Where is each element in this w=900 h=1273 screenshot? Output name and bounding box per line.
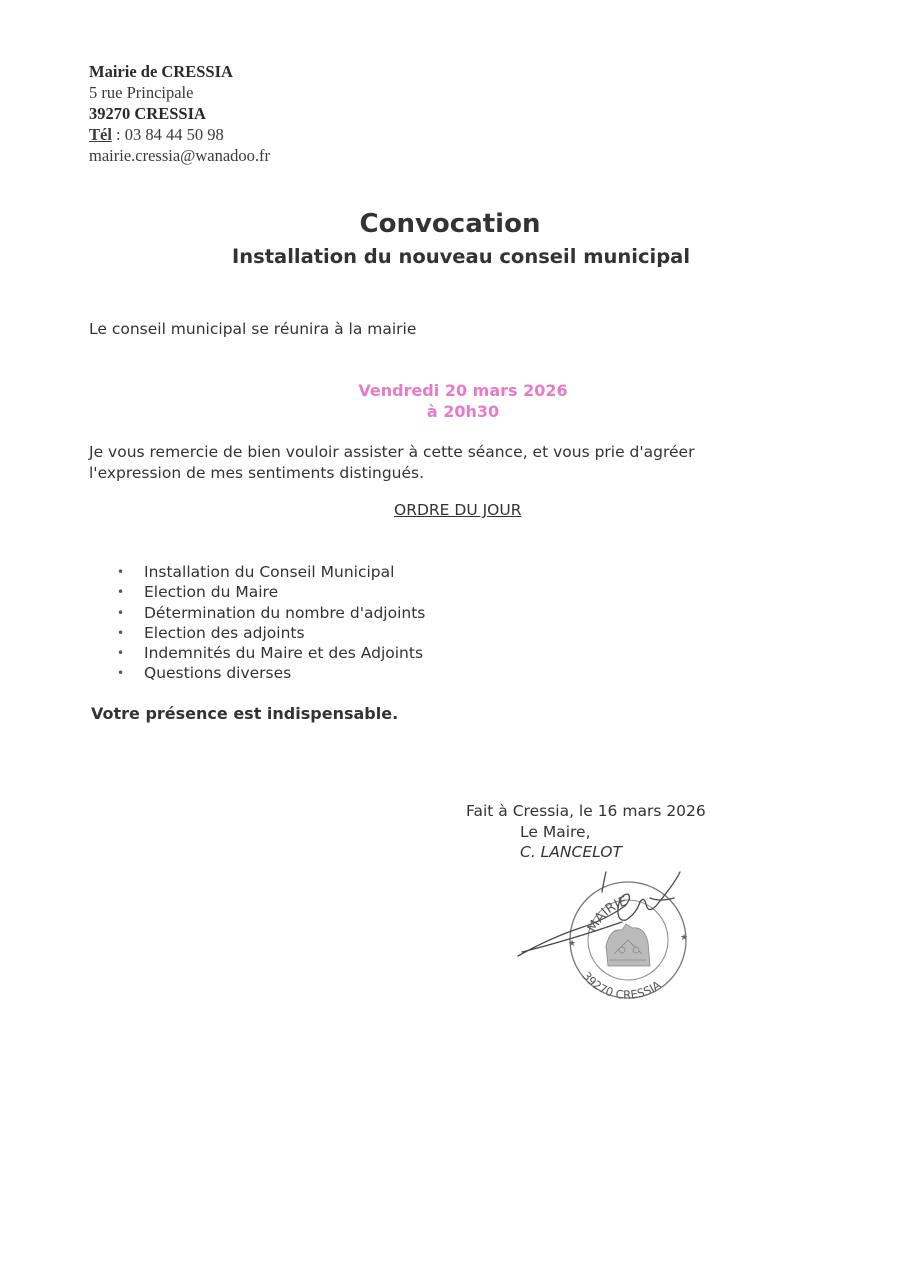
page-subtitle: Installation du nouveau conseil municipal	[231, 245, 691, 268]
thanks-text: Je vous remercie de bien vouloir assister à cette séance, et vous prie d'agréer l'expression de mes sentiments distingués.	[89, 443, 695, 482]
phone-separator: :	[111, 125, 125, 144]
meeting-time: à 20h30	[426, 402, 500, 421]
stamp-text-bottom: 39270 CRESSIA	[579, 968, 664, 1002]
signature-place-date: Fait à Cressia, le 16 mars 2026	[466, 802, 706, 820]
sender-name: Mairie de CRESSIA	[89, 62, 233, 81]
signature-name: C. LANCELOT	[520, 843, 622, 861]
sender-email: mairie.cressia@wanadoo.fr	[89, 146, 271, 165]
svg-text:★: ★	[568, 939, 577, 949]
svg-text:★: ★	[680, 933, 689, 943]
meeting-datetime	[0, 380, 900, 422]
agenda-item: • Election des adjoints	[117, 623, 425, 643]
phone-number: 03 84 44 50 98	[124, 125, 224, 144]
agenda-list	[117, 562, 425, 684]
presence-notice: Votre présence est indispensable.	[91, 704, 399, 723]
agenda-item: • Indemnités du Maire et des Adjoints	[117, 643, 425, 663]
agenda-item: • Installation du Conseil Municipal	[117, 562, 425, 582]
sender-street: 5 rue Principale	[89, 83, 194, 102]
sender-city: 39270 CRESSIA	[89, 104, 206, 123]
stamp-emblem	[606, 924, 650, 966]
stamp-seal	[568, 882, 688, 1002]
stamp-text-top: MAIRIE	[585, 894, 630, 935]
signature-role: Le Maire,	[520, 823, 591, 841]
intro-text: Le conseil municipal se réunira à la mairie	[89, 320, 417, 338]
agenda-item: • Election du Maire	[117, 582, 425, 602]
sender-phone	[89, 124, 270, 145]
meeting-date: Vendredi 20 mars 2026	[358, 381, 568, 400]
agenda-item: • Détermination du nombre d'adjoints	[117, 603, 425, 623]
agenda-title: ORDRE DU JOUR	[394, 501, 522, 519]
agenda-item: • Questions diverses	[117, 663, 425, 683]
sender-block	[89, 61, 270, 166]
mayor-stamp-and-signature	[510, 858, 710, 1008]
page-title: Convocation	[359, 209, 541, 239]
phone-label: Tél	[89, 125, 112, 144]
